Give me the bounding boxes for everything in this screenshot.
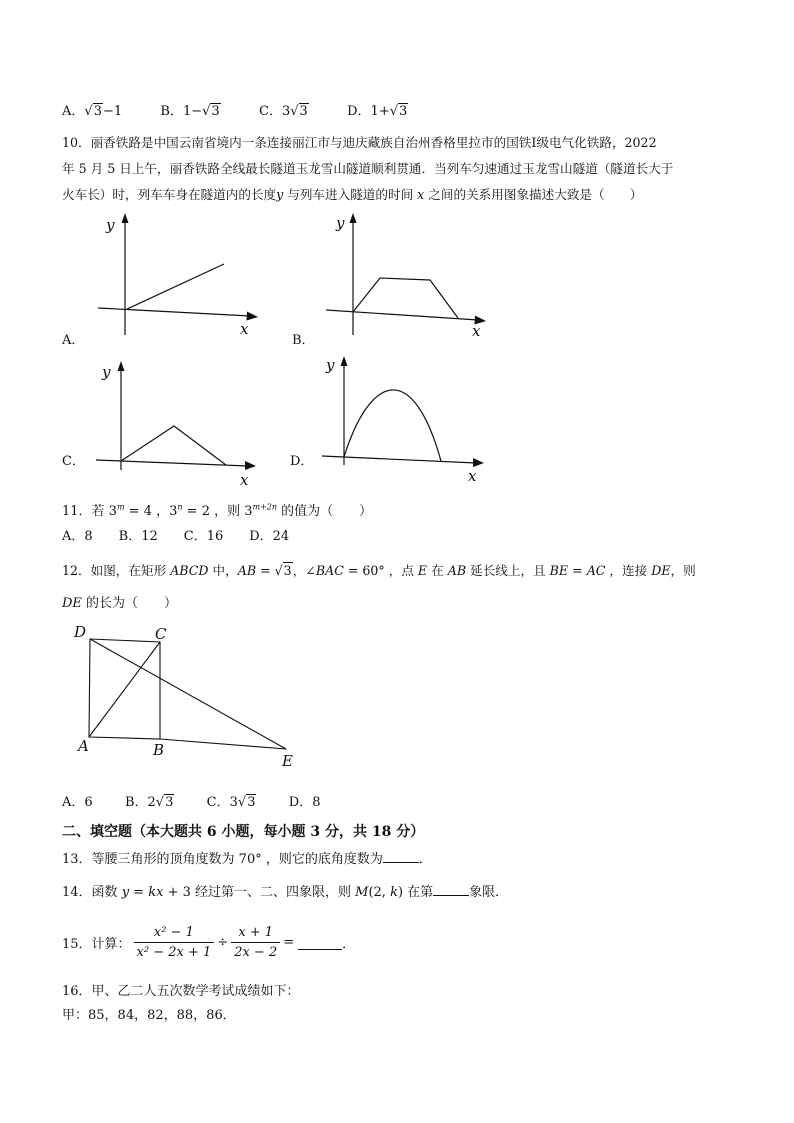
graph-d-x-label: x <box>468 467 477 485</box>
point-c-label: C <box>155 625 167 643</box>
q10-line3: 火车长）时，列车车身在隧道内的长度y 与列车进入隧道的时间 x 之间的关系用图象描述大致是（ ） <box>62 187 643 202</box>
graph-c-x-arrow <box>245 461 256 470</box>
q14-question: 14．函数 y = kx + 3 经过第一、二、四象限，则 M(2, k) 在第 象限． <box>62 885 509 900</box>
q12-option-a: A．6 <box>62 795 93 810</box>
graph-b-y-label: y <box>336 214 345 232</box>
graph-d <box>318 350 498 485</box>
graph-c-label: C． <box>62 454 85 469</box>
q10-line1: 10．丽香铁路是中国云南省境内一条连接丽江市与迪庆藏族自治州香格里拉市的国铁Ⅰ级电气化铁路，2022 <box>62 135 657 150</box>
graph-b-curve <box>353 278 458 318</box>
q10-line2: 年 5 月 5 日上午，丽香铁路全线最长隧道玉龙雪山隧道顺利贯通．当列车匀速通过玉龙雪山隧道（隧道长大于 <box>62 161 674 176</box>
graph-a-x-label: x <box>240 320 249 338</box>
point-b-label: B <box>153 741 165 759</box>
q9-option-d: D．1+√3 <box>347 104 408 119</box>
q15-answer-blank[interactable] <box>298 935 342 950</box>
segment-de <box>90 639 286 749</box>
q12-figure <box>64 618 314 778</box>
section-heading: 二、填空题（本大题共 6 小题，每小题 3 分，共 18 分） <box>62 824 425 840</box>
q9-options <box>62 100 408 119</box>
graph-c-curve <box>121 426 226 465</box>
q16-scores-jia: 甲：85，84，82，88，86． <box>62 1008 236 1023</box>
graph-d-x-axis <box>322 456 476 463</box>
q12-option-b: B．2√3 <box>124 795 174 810</box>
q12-question-line2: DE 的长为（ ） <box>62 596 178 611</box>
q13-question: 13．等腰三角形的顶角度数为 70° ，则它的底角度数为 ． <box>62 852 432 867</box>
q12-option-c: C．3√3 <box>206 795 256 810</box>
graph-b-y-arrow <box>350 213 357 223</box>
graph-d-curve <box>344 390 441 461</box>
graph-c-x-label: x <box>240 471 249 485</box>
q15-fraction-1: $\frac{\text{x² − 1}}{\text{x² − 2x + 1}}$ <box>134 925 215 960</box>
q16-question: 16．甲、乙二人五次数学考试成绩如下： <box>62 984 300 999</box>
q11-options: A．8 B．12 C．16 D．24 <box>62 529 290 544</box>
q15-fraction-2: $\frac{x + 1}{2x - 2}$ <box>231 925 280 960</box>
graph-b <box>318 210 498 340</box>
graph-d-y-label: y <box>326 356 335 374</box>
graph-d-x-arrow <box>473 458 484 467</box>
q14-answer-blank[interactable] <box>433 895 469 896</box>
segment-ac <box>89 642 160 737</box>
segment-be <box>160 739 286 749</box>
graph-a-curve <box>125 264 224 310</box>
q9-option-b: B．1−√3 <box>160 104 220 119</box>
point-d-label: D <box>74 623 87 641</box>
q13-answer-blank[interactable] <box>383 862 419 863</box>
point-a-label: A <box>78 737 89 755</box>
graph-c <box>90 355 270 485</box>
graph-a-label: A． <box>62 333 85 348</box>
graph-d-label: D． <box>290 454 314 469</box>
graph-b-label: B． <box>292 333 315 348</box>
graph-c-y-label: y <box>102 363 111 381</box>
graph-b-x-label: x <box>472 322 481 340</box>
graph-c-y-arrow <box>118 361 125 371</box>
q12-option-d: D．8 <box>288 795 321 810</box>
q12-options <box>62 791 320 810</box>
q9-option-a: A．√3−1 <box>62 104 123 119</box>
q15-question: 15．计算： $\frac{\text{x² − 1}}{\text{x² − 2x + 1}}$ ÷ $\frac{x + 1}{2x - 2}$ = ． <box>62 924 356 960</box>
graph-a-y-arrow <box>122 213 129 223</box>
graph-d-y-arrow <box>341 356 348 366</box>
point-e-label: E <box>282 752 293 770</box>
q12-question: 12．如图，在矩形 ABCD 中，AB = √3，∠BAC = 60° ，点 E 在 AB 延长线上，且 BE = AC ，连接 DE，则 <box>62 563 696 578</box>
graph-a-y-label: y <box>106 216 115 234</box>
q11-question: 11．若 $3^m = 4$ ，$3^n = 2$ ，则 $3^{m+2n}$ 的值为（ ） <box>62 502 373 519</box>
q9-option-c: C．3√3 <box>259 104 308 119</box>
graph-a <box>90 210 270 340</box>
graph-a-x-axis <box>98 308 250 316</box>
